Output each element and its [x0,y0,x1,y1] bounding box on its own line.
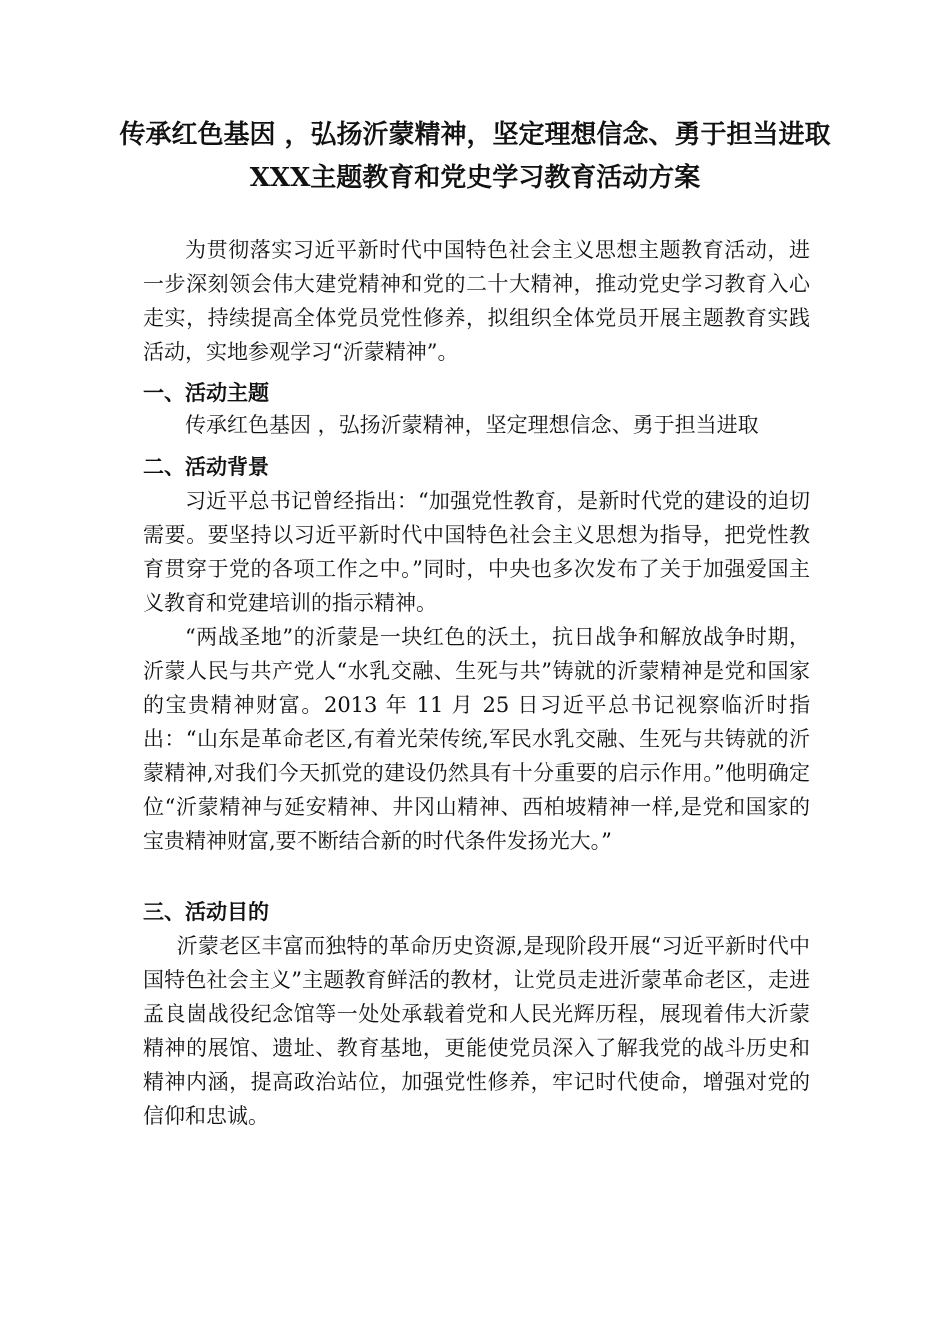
section-heading-background: 二、活动背景 [143,455,269,479]
document-title-line1: 传承红色基因 ，弘扬沂蒙精神，坚定理想信念、勇于担当进取 [119,120,831,150]
theme-paragraph: 传承红色基因 ，弘扬沂蒙精神，坚定理想信念、勇于担当进取 [185,413,759,437]
section-heading-theme: 一、活动主题 [143,381,269,405]
section-heading-purpose: 三、活动目的 [143,900,269,924]
section-background-body [143,484,810,858]
intro-paragraph: 为贯彻落实习近平新时代中国特色社会主义思想主题教育活动，进一步深刻领会伟大建党精神和党的二十大精神，推动党史学习教育入心走实，持续提高全体党员党性修养，拟组织全体党员开展主题教育实践活动，实地参观学习“沂蒙精神”。 [143,238,810,364]
section-theme-body [143,408,810,442]
section-purpose-body [143,929,810,1133]
background-paragraph-2: “两战圣地”的沂蒙是一块红色的沃土，抗日战争和解放战争时期，沂蒙人民与共产党人“水乳交融、生死与共”铸就的沂蒙精神是党和国家的宝贵精神财富。2013 年 11 月 25 日习近平总书记视察临沂时指出：“山东是革命老区,有着光荣传统,军民水乳交融、生死与共铸就的沂蒙精神,对我们今天抓党的建设仍然具有十分重要的启示作用。”他明确定位“沂蒙精神与延安精神、井冈山精神、西柏坡精神一样,是党和国家的宝贵精神财富,要不断结合新的时代条件发扬光大。” [143,625,810,853]
background-paragraph-1: 习近平总书记曾经指出：“加强党性教育，是新时代党的建设的迫切需要。要坚持以习近平新时代中国特色社会主义思想为指导，把党性教育贯穿于党的各项工作之中。”同时，中央也多次发布了关于加强爱国主义教育和党建培训的指示精神。 [143,489,810,615]
intro-section [143,233,810,369]
document-title-line2: XXX主题教育和党史学习教育活动方案 [249,163,701,193]
purpose-paragraph: 沂蒙老区丰富而独特的革命历史资源,是现阶段开展“习近平新时代中国特色社会主义”主题教育鲜活的教材，让党员走进沂蒙革命老区，走进孟良崮战役纪念馆等一处处承载着党和人民光辉历程，展现着伟大沂蒙精神的展馆、遗址、教育基地，更能使党员深入了解我党的战斗历史和精神内涵，提高政治站位，加强党性修养，牢记时代使命，增强对党的信仰和忠诚。 [143,934,810,1128]
